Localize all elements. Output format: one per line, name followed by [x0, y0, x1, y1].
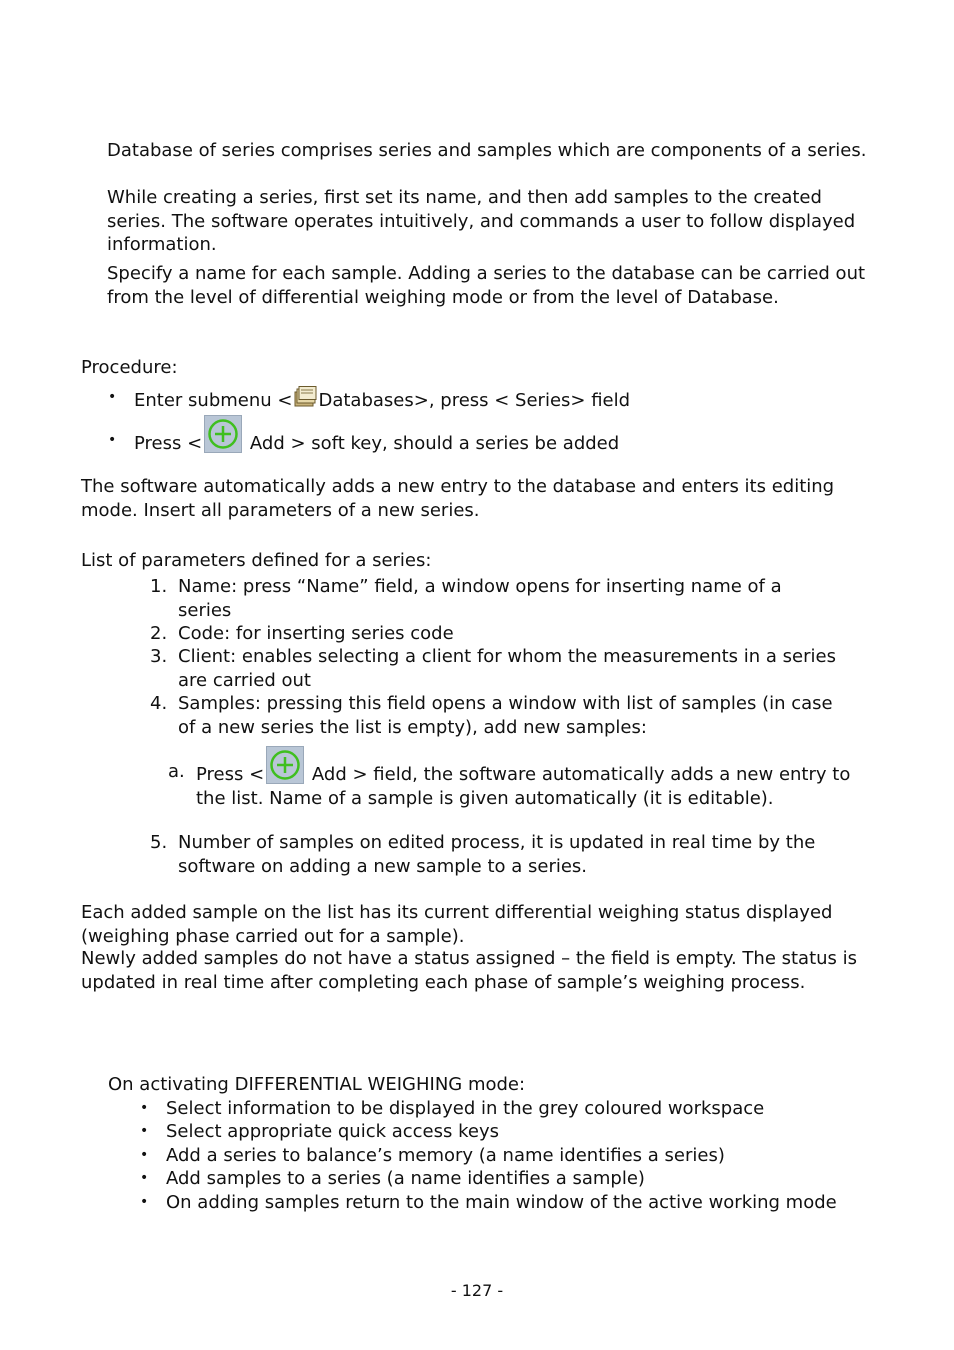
add-circle-icon: [204, 415, 242, 453]
step2-text-before: Press <: [134, 433, 203, 454]
item-text: Name: press “Name” field, a window opens for inserting name of a series: [178, 576, 782, 621]
bullet: •: [140, 1194, 149, 1210]
item-letter: a.: [168, 761, 185, 782]
intro-paragraph-3: Specify a name for each sample. Adding a series to the database can be carried out from the level of differential weighing mode or from the level of Database.: [107, 263, 866, 308]
parameter-item-1: [150, 575, 840, 622]
parameters-heading: List of parameters defined for a series:: [81, 550, 432, 571]
item-number: 2.: [150, 623, 168, 644]
procedure-heading: Procedure:: [81, 357, 178, 378]
parameter-item-2: [150, 622, 840, 646]
item-number: 3.: [150, 646, 168, 667]
bullet: •: [140, 1100, 149, 1116]
step1-text-after: Databases>, press < Series> field: [318, 390, 631, 411]
item-number: 5.: [150, 832, 168, 853]
item-text: Add samples to a series (a name identifies a sample): [166, 1168, 645, 1189]
intro-paragraph-2: While creating a series, first set its name, and then add samples to the created series. The software operates intuitively, and commands a user to follow displayed information.: [107, 187, 856, 255]
item-text: Code: for inserting series code: [178, 623, 454, 644]
item-number: 1.: [150, 576, 168, 597]
activation-item-2: [140, 1120, 840, 1144]
item-text: Add a series to balance’s memory (a name identifies a series): [166, 1145, 725, 1166]
item-text: On adding samples return to the main window of the active working mode: [166, 1192, 837, 1213]
activation-item-4: [140, 1167, 840, 1191]
status-paragraph-2: Newly added samples do not have a status assigned – the field is empty. The status is updated in real time after completing each phase of sample’s weighing process.: [81, 948, 858, 993]
step1-text-before: Enter submenu <: [134, 390, 293, 411]
item-text: Number of samples on edited process, it is updated in real time by the software on adding a new sample to a series.: [178, 832, 816, 877]
add-circle-icon: [266, 746, 304, 784]
parameter-subitem-a: [168, 760, 878, 810]
procedure-step-2: [108, 429, 619, 456]
item-text: Samples: pressing this field opens a window with list of samples (in case of a new series the list is empty), add new samples:: [178, 693, 833, 738]
parameter-item-3: [150, 645, 840, 692]
auto-entry-paragraph: The software automatically adds a new entry to the database and enters its editing mode. Insert all parameters of a new series.: [81, 476, 835, 521]
step2-text-after: Add > soft key, should a series be added: [244, 433, 620, 454]
bullet: •: [108, 389, 117, 405]
activation-item-5: [140, 1191, 840, 1215]
bullet: •: [108, 432, 117, 448]
activation-item-1: [140, 1097, 840, 1121]
subitem-text-after: Add > field, the software automatically adds a new entry to the list. Name of a sample is given automatically (it is editable).: [196, 764, 851, 809]
item-text: Select appropriate quick access keys: [166, 1121, 499, 1142]
activation-heading: On activating DIFFERENTIAL WEIGHING mode:: [108, 1074, 526, 1095]
status-paragraph-1: Each added sample on the list has its current differential weighing status displayed (weighing phase carried out for a sample).: [81, 902, 833, 947]
subitem-text-before: Press <: [196, 764, 265, 785]
bullet: •: [140, 1123, 149, 1139]
item-text: Client: enables selecting a client for whom the measurements in a series are carried out: [178, 646, 836, 691]
item-number: 4.: [150, 693, 168, 714]
bullet: •: [140, 1170, 149, 1186]
page-number: - 127 -: [450, 1281, 504, 1300]
procedure-step-1: [108, 386, 630, 413]
activation-item-3: [140, 1144, 840, 1168]
parameter-item-5: [150, 831, 870, 878]
database-icon: [292, 386, 318, 410]
item-text: Select information to be displayed in the grey coloured workspace: [166, 1098, 765, 1119]
bullet: •: [140, 1147, 149, 1163]
parameter-item-4: [150, 692, 855, 739]
intro-paragraph-1: Database of series comprises series and samples which are components of a series.: [107, 140, 867, 161]
